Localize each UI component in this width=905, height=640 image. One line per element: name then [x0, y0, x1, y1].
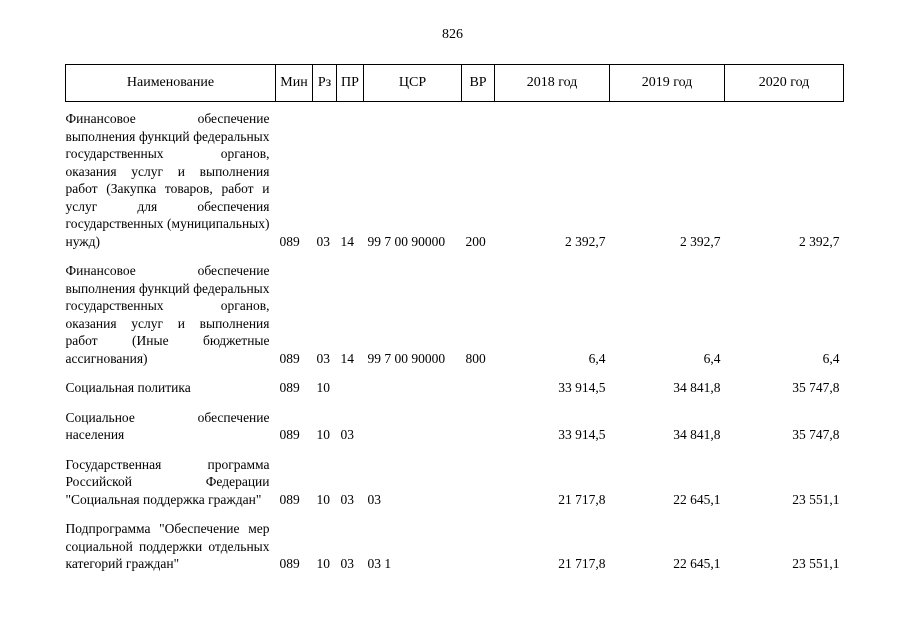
row-name: Государственная программа Российской Федерации "Социальная поддержка граждан": [65, 456, 270, 507]
header-name: Наименование: [66, 65, 276, 102]
row-min: 089: [279, 556, 300, 571]
row-vr: [462, 397, 495, 444]
row-2020: 2 392,7: [799, 233, 840, 249]
row-min: 089: [279, 427, 300, 442]
row-rz: 10: [316, 427, 330, 442]
row-2019: 34 841,8: [673, 380, 721, 395]
row-2018: 33 914,5: [558, 380, 606, 395]
row-csr: 03: [367, 491, 381, 507]
row-name: Социальная политика: [65, 380, 191, 395]
header-csr: ЦСР: [364, 65, 462, 102]
row-rz: 03: [316, 233, 330, 249]
header-2020: 2020 год: [725, 65, 844, 102]
budget-table: [65, 64, 844, 573]
row-name: Подпрограмма "Обеспечение мер социальной поддержки отдельных категорий граждан": [65, 521, 270, 571]
row-name: Финансовое обеспечение выполнения функций федеральных государственных органов, оказания услуг и выполнения работ (Иные бюджетные ассигнования): [65, 263, 270, 366]
row-name: Социальное обеспечение населения: [65, 409, 270, 442]
row-2020: 35 747,8: [792, 427, 840, 442]
row-min: 089: [279, 380, 300, 395]
row-min: 089: [279, 233, 300, 249]
row-min: 089: [279, 491, 300, 507]
row-name: Финансовое обеспечение выполнения функций федеральных государственных органов, оказания услуг и выполнения работ (Закупка товаров, работ и услуг для обеспечения государственных (муниципальных) нужд): [65, 111, 270, 249]
row-2020: 23 551,1: [792, 556, 840, 571]
row-pr: 03: [340, 491, 354, 507]
table-row: [66, 250, 844, 367]
row-2019: 22 645,1: [673, 556, 721, 571]
row-pr: 14: [340, 233, 354, 249]
row-2018: 21 717,8: [558, 491, 606, 507]
row-pr: 03: [340, 427, 354, 442]
row-2019: 2 392,7: [680, 233, 721, 249]
row-2019: 22 645,1: [673, 491, 721, 507]
row-rz: 10: [316, 556, 330, 571]
row-2019: 34 841,8: [673, 427, 721, 442]
table-header: [66, 65, 844, 102]
row-csr: 99 7 00 90000: [367, 350, 446, 366]
row-vr: 200: [465, 233, 486, 249]
header-pr: ПР: [337, 65, 364, 102]
row-2018: 21 717,8: [558, 556, 606, 571]
table-row: [66, 508, 844, 573]
row-rz: 10: [316, 491, 330, 507]
row-pr: [337, 367, 364, 397]
row-vr: [462, 444, 495, 509]
header-rz: Рз: [313, 65, 337, 102]
table-row: [66, 367, 844, 397]
row-2020: 23 551,1: [792, 491, 840, 507]
row-rz: 03: [316, 350, 330, 366]
row-csr: [364, 397, 462, 444]
header-2018: 2018 год: [495, 65, 610, 102]
row-rz: 10: [316, 380, 330, 395]
page-number: 826: [442, 27, 463, 42]
row-2018: 6,4: [588, 350, 606, 366]
table-row: [66, 444, 844, 509]
row-vr: [462, 367, 495, 397]
row-pr: 14: [340, 350, 354, 366]
row-csr: 99 7 00 90000: [367, 233, 446, 249]
row-csr: [364, 367, 462, 397]
row-csr: 03 1: [367, 556, 392, 571]
row-pr: 03: [340, 556, 354, 571]
table-row: [66, 102, 844, 251]
row-vr: [462, 508, 495, 573]
row-2019: 6,4: [703, 350, 721, 366]
row-2018: 2 392,7: [565, 233, 606, 249]
table-row: [66, 397, 844, 444]
row-2020: 35 747,8: [792, 380, 840, 395]
header-vr: ВР: [462, 65, 495, 102]
row-2020: 6,4: [822, 350, 840, 366]
row-min: 089: [279, 350, 300, 366]
header-min: Мин: [276, 65, 313, 102]
row-2018: 33 914,5: [558, 427, 606, 442]
header-2019: 2019 год: [610, 65, 725, 102]
row-vr: 800: [465, 350, 486, 366]
